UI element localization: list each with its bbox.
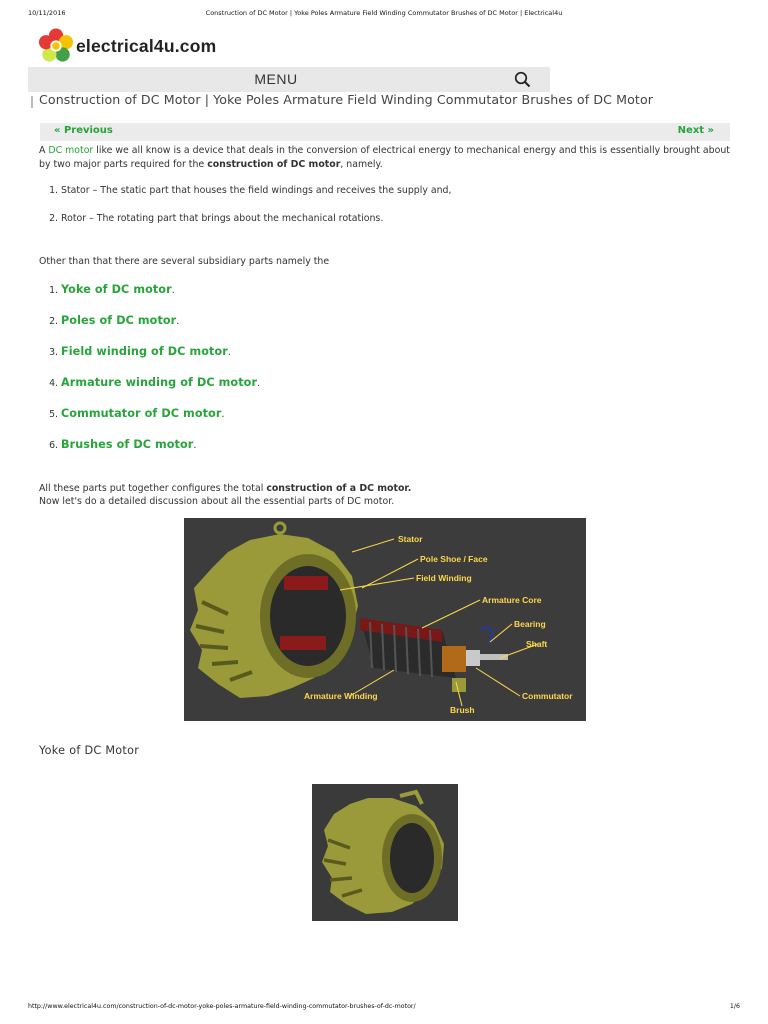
figure-label: Armature Core [482, 595, 542, 605]
print-title: Construction of DC Motor | Yoke Poles Armature Field Winding Commutator Brushes of DC Motor | Electrical4u [205, 9, 563, 17]
list-item: 2. Poles of DC motor. [61, 314, 260, 345]
figure-label: Stator [398, 534, 423, 544]
figure-label: Bearing [514, 619, 546, 629]
menu-label[interactable]: MENU [254, 71, 298, 87]
commutator-link[interactable]: Commutator of DC motor [61, 407, 222, 420]
menu-bar[interactable] [28, 67, 550, 92]
yoke-figure [312, 784, 458, 921]
list-item: 6. Brushes of DC motor. [61, 438, 260, 469]
article-pagination [40, 123, 730, 141]
previous-link[interactable]: « Previous [54, 125, 113, 136]
figure-label: Brush [450, 705, 475, 715]
list-item: 4. Armature winding of DC motor. [61, 376, 260, 407]
yoke-heading: Yoke of DC Motor [39, 744, 140, 757]
logo-flower-icon [37, 28, 75, 64]
dc-motor-construction-figure [184, 518, 586, 721]
figure-label: Commutator [522, 691, 573, 701]
main-parts-list [39, 184, 721, 240]
article-title-bar [31, 94, 731, 106]
list-item: 1. Yoke of DC motor. [61, 283, 260, 314]
article-content [39, 144, 730, 507]
figure-label: Field Winding [416, 573, 472, 583]
title-accent-bar [31, 96, 33, 108]
logo-text: electrical4u.com [76, 35, 217, 56]
yoke-link[interactable]: Yoke of DC motor [61, 283, 172, 296]
print-date: 10/11/2016 [28, 9, 66, 17]
summary-paragraph: All these parts put together configures the total construction of a DC motor. Now let's do a detailed discussion about all the essential parts of DC motor. [39, 483, 412, 507]
figure-label: Shaft [526, 639, 548, 649]
footer-url: http://www.electrical4u.com/construction-of-dc-motor-yoke-poles-armature-field-winding-commutator-brushes-of-dc-motor/ [28, 1003, 416, 1010]
field-winding-link[interactable]: Field winding of DC motor [61, 345, 228, 358]
dc-motor-link[interactable]: DC motor [48, 145, 94, 156]
list-item: 5. Commutator of DC motor. [61, 407, 260, 438]
print-header [0, 9, 768, 21]
subsidiary-parts-list [39, 283, 260, 469]
site-logo[interactable] [37, 28, 216, 64]
figure-label: Armature Winding [304, 691, 378, 701]
brushes-link[interactable]: Brushes of DC motor [61, 438, 194, 451]
article-title: Construction of DC Motor | Yoke Poles Armature Field Winding Commutator Brushes of DC Motor [39, 92, 654, 107]
list-item: 3. Field winding of DC motor. [61, 345, 260, 376]
next-link[interactable]: Next » [677, 125, 714, 136]
list-item: 2. Rotor – The rotating part that brings about the mechanical rotations. [61, 212, 721, 226]
search-icon[interactable] [514, 71, 532, 89]
subsidiary-intro: Other than that there are several subsidiary parts namely the [39, 256, 330, 267]
armature-winding-link[interactable]: Armature winding of DC motor [61, 376, 258, 389]
poles-link[interactable]: Poles of DC motor [61, 314, 177, 327]
list-item: 1. Stator – The static part that houses the field windings and receives the supply and, [61, 184, 721, 198]
intro-paragraph: A DC motor like we all know is a device that deals in the conversion of electrical energy to mechanical energy and this is essentially brought about by two major parts required for the construction of DC motor, namely. [39, 145, 730, 170]
figure-label: Pole Shoe / Face [420, 554, 488, 564]
page-number: 1/6 [729, 1003, 740, 1010]
